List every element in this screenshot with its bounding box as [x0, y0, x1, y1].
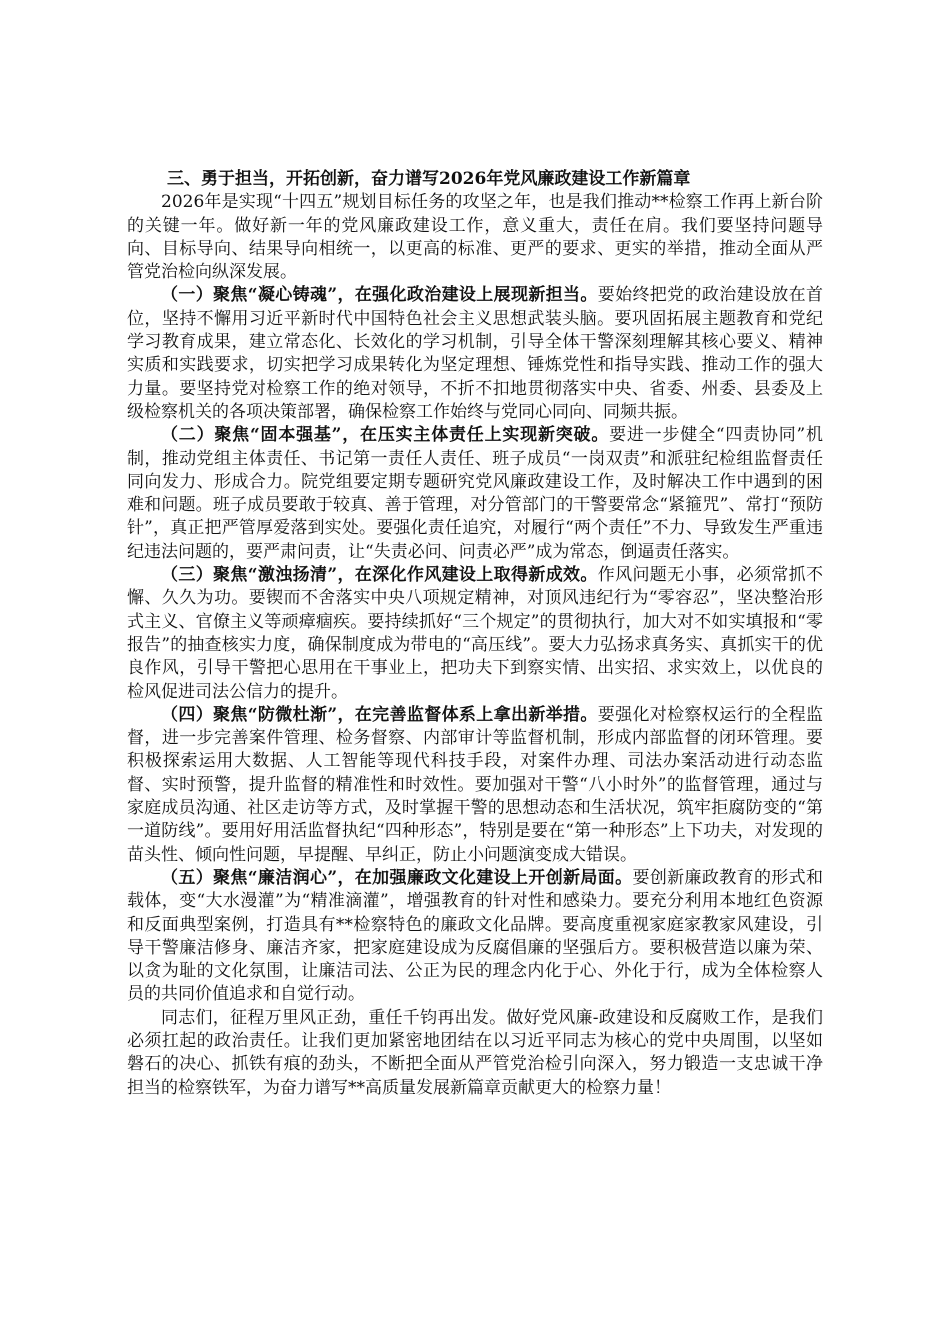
paragraph-text: 作风问题无小事，必须常抓不懈、久久为功。要锲而不舍落实中央八项规定精神，对顶风违纪行为“零容忍”，坚决整治形式主义、官僚主义等顽瘴痼疾。要持续抓好“三个规定”的贯彻执行，加大对不如实填报和“零报告”的抽查核实力度，确保制度成为带电的“高压线”。要大力弘扬求真务实、真抓实干的优良作风，引导干警把心思用在干事业上，把功夫下到察实情、出实招、求实效上，以优良的检风促进司法公信力的提升。 — [127, 565, 823, 702]
paragraph-4 — [127, 704, 823, 867]
paragraph-text: 要创新廉政教育的形式和载体，变“大水漫灌”为“精准滴灌”，增强教育的针对性和感染力。要充分利用本地红色资源和反面典型案例，打造具有**检察特色的廉政文化品牌。要高度重视家庭家教家风建设，引导干警廉洁修身、廉洁齐家，把家庭建设成为反腐倡廉的坚强后方。要积极营造以廉为荣、以贪为耻的文化氛围，让廉洁司法、公正为民的理念内化于心、外化于行，成为全体检察人员的共同价值追求和自觉行动。 — [127, 867, 824, 1005]
paragraph-5 — [127, 867, 823, 1007]
paragraph-text: 2026年是实现“十四五”规划目标任务的攻坚之年，也是我们推动**检察工作再上新台阶的关键一年。做好新一年的党风廉政建设工作，意义重大，责任在肩。我们要坚持问题导向、目标导向、结果导向相统一，以更高的标准、更严的要求、更实的举措，推动全面从严管党治检向纵深发展。 — [127, 192, 823, 283]
paragraph-1 — [127, 284, 823, 424]
paragraph-text: 要强化对检察权运行的全程监督，进一步完善案件管理、检务督察、内部审计等监督机制，形成内部监督的闭环管理。要积极探索运用大数据、人工智能等现代科技手段，对案件办理、司法办案活动进行动态监督、实时预警，提升监督的精准性和时效性。要加强对干警“八小时外”的监督管理，通过与家庭成员沟通、社区走访等方式，及时掌握干警的思想动态和生活状况，筑牢拒腐防变的“第一道防线”。要用好用活监督执纪“四种形态”，特别是要在“第一种形态”上下功夫，对发现的苗头性、倾向性问题，早提醒、早纠正，防止小问题演变成大错误。 — [127, 704, 823, 865]
paragraph-lead: （五）聚焦“廉洁润心”，在加强廉政文化建设上开创新局面。 — [161, 867, 633, 888]
paragraph-text: 要进一步健全“四责协同”机制，推动党组主体责任、书记第一责任人责任、班子成员“一岗双责”和派驻纪检组监督责任同向发力、形成合力。院党组要定期专题研究党风廉政建设工作，及时解决工作中遇到的困难和问题。班子成员要敢于较真、善于管理，对分管部门的干警要常念“紧箍咒”、常打“预防针”，真正把严管厚爱落到实处。要强化责任追究，对履行“两个责任”不力、导致发生严重违纪违法问题的，要严肃问责，让“失责必问、问责必严”成为常态，倒逼责任落实。 — [127, 425, 823, 562]
paragraph-text: 要始终把党的政治建设放在首位，坚持不懈用习近平新时代中国特色社会主义思想武装头脑。要巩固拓展主题教育和党纪学习教育成果，建立常态化、长效化的学习机制，引导全体干警深刻理解其核心要义、精神实质和实践要求，切实把学习成果转化为坚定理想、锤炼党性和指导实践、推动工作的强大力量。要坚持党对检察工作的绝对领导，不折不扣地贯彻落实中央、省委、州委、县委及上级检察机关的各项决策部署，确保检察工作始终与党同心同向、同频共振。 — [127, 285, 823, 422]
paragraph-lead: （二）聚焦“固本强基”，在压实主体责任上实现新突破。 — [161, 425, 610, 446]
paragraph-lead: （一）聚焦“凝心铸魂”，在强化政治建设上展现新担当。 — [161, 285, 598, 306]
paragraph-text: 同志们，征程万里风正劲，重任千钧再出发。做好党风廉-政建设和反腐败工作，是我们必须扛起的政治责任。让我们更加紧密地团结在以习近平同志为核心的党中央周围，以坚如磐石的决心、抓铁有痕的劲头，不断把全面从严管党治检引向深入，努力锻造一支忠诚干净担当的检察铁军，为奋力谱写**高质量发展新篇章贡献更大的检察力量！ — [127, 1007, 823, 1098]
document-body — [127, 168, 823, 1100]
paragraph-3 — [127, 564, 823, 704]
paragraph-2 — [127, 424, 823, 564]
paragraph-lead: （四）聚焦“防微杜渐”，在完善监督体系上拿出新举措。 — [161, 704, 598, 725]
section-heading: 三、勇于担当，开拓创新，奋力谱写2026年党风廉政建设工作新篇章 — [167, 169, 691, 189]
closing-paragraph — [127, 1007, 823, 1100]
paragraph-lead: （三）聚焦“激浊扬清”，在深化作风建设上取得新成效。 — [161, 565, 598, 586]
intro-paragraph — [127, 191, 823, 284]
